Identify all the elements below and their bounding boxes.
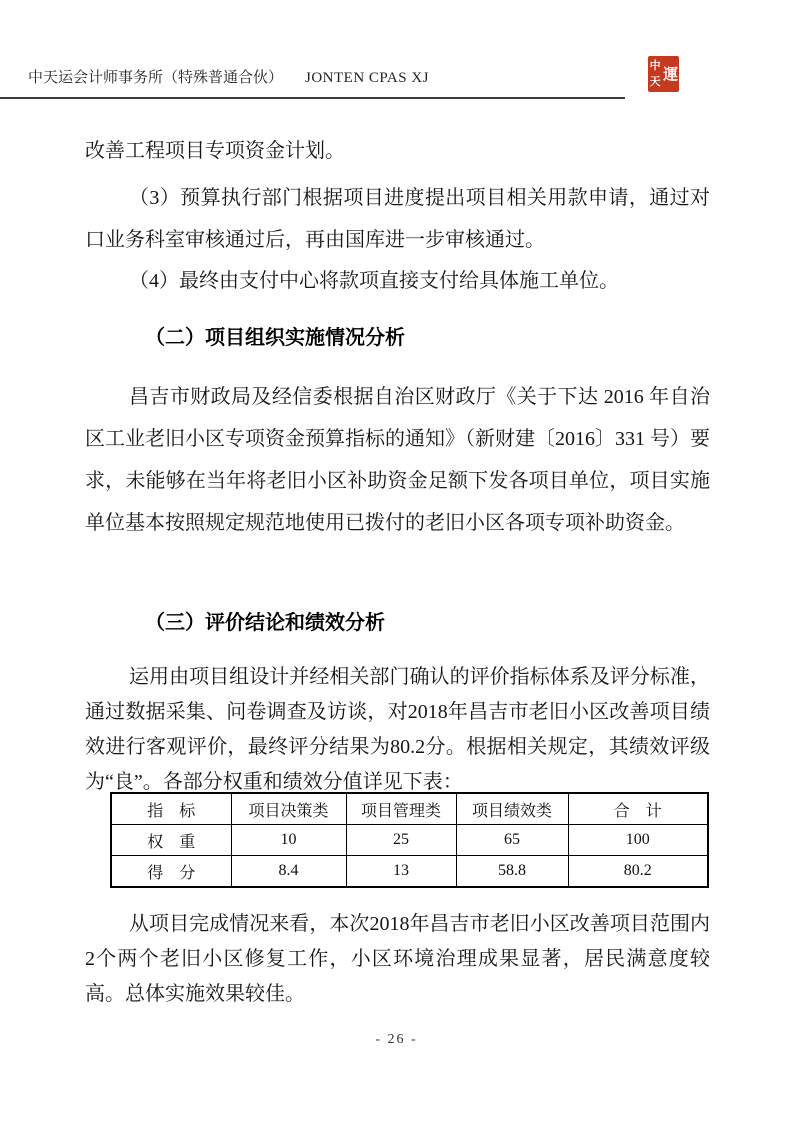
table-row-score [111,856,708,888]
paragraph-item-3: （3）预算执行部门根据项目进度提出项目相关用款申请，通过对口业务科室审核通过后，再由国库进一步审核通过。 [85,187,710,251]
paragraph-section-3: 运用由项目组设计并经相关部门确认的评价指标体系及评分标准，通过数据采集、问卷调查及访谈，对2018年昌吉市老旧小区改善项目绩效进行客观评价，最终评分结果为80.2分。根据相关规定，其绩效评级为“良”。各部分权重和绩效分值详见下表： [85,666,710,793]
page-header [28,66,625,87]
table-cell: 100 [568,825,708,856]
row-label: 权 重 [111,825,231,856]
firm-name-en: JONTEN CPAS XJ [305,70,429,86]
paragraph-item-4: （4）最终由支付中心将款项直接支付给具体施工单位。 [129,270,619,292]
paragraph-section-2: 昌吉市财政局及经信委根据自治区财政厅《关于下达 2016 年自治区工业老旧小区专项资金预算指标的通知》（新财建〔2016〕331 号）要求，未能够在当年将老旧小区补助资金足额下发各项目单位，项目实施单位基本按照规定规范地使用已拨付的老旧小区各项专项补助资金。 [85,386,710,534]
table-cell: 58.8 [456,856,568,888]
firm-name-cn: 中天运会计师事务所（特殊普通合伙） [28,70,284,86]
seal-right-column [662,56,679,92]
section-heading-3: （三）评价结论和绩效分析 [145,612,385,634]
table-cell: 80.2 [568,856,708,888]
seal-char: 運 [663,65,679,83]
seal-char: 中 [649,59,661,72]
table-header-cell: 项目绩效类 [456,793,568,825]
table-cell: 8.4 [231,856,346,888]
score-table [110,792,707,888]
table-header-cell: 合 计 [568,793,708,825]
paragraph-continuation: 改善工程项目专项资金计划。 [85,140,345,162]
seal-char: 天 [649,75,661,88]
table-header-cell: 指 标 [111,793,231,825]
page-number: - 26 - [375,1032,418,1047]
table-cell: 25 [346,825,456,856]
table-header-row [111,793,708,825]
header-divider [0,97,625,99]
seal-left-column [648,56,662,92]
table-cell: 13 [346,856,456,888]
table-header-cell: 项目决策类 [231,793,346,825]
table-cell: 65 [456,825,568,856]
table-row-weight [111,825,708,856]
section-heading-2: （二）项目组织实施情况分析 [145,327,405,349]
company-seal-icon [648,56,679,92]
table-cell: 10 [231,825,346,856]
paragraph-conclusion: 从项目完成情况来看，本次2018年昌吉市老旧小区改善项目范围内2个两个老旧小区修复工作，小区环境治理成果显著，居民满意度较高。总体实施效果较佳。 [85,913,710,1005]
row-label: 得 分 [111,856,231,888]
table-header-cell: 项目管理类 [346,793,456,825]
